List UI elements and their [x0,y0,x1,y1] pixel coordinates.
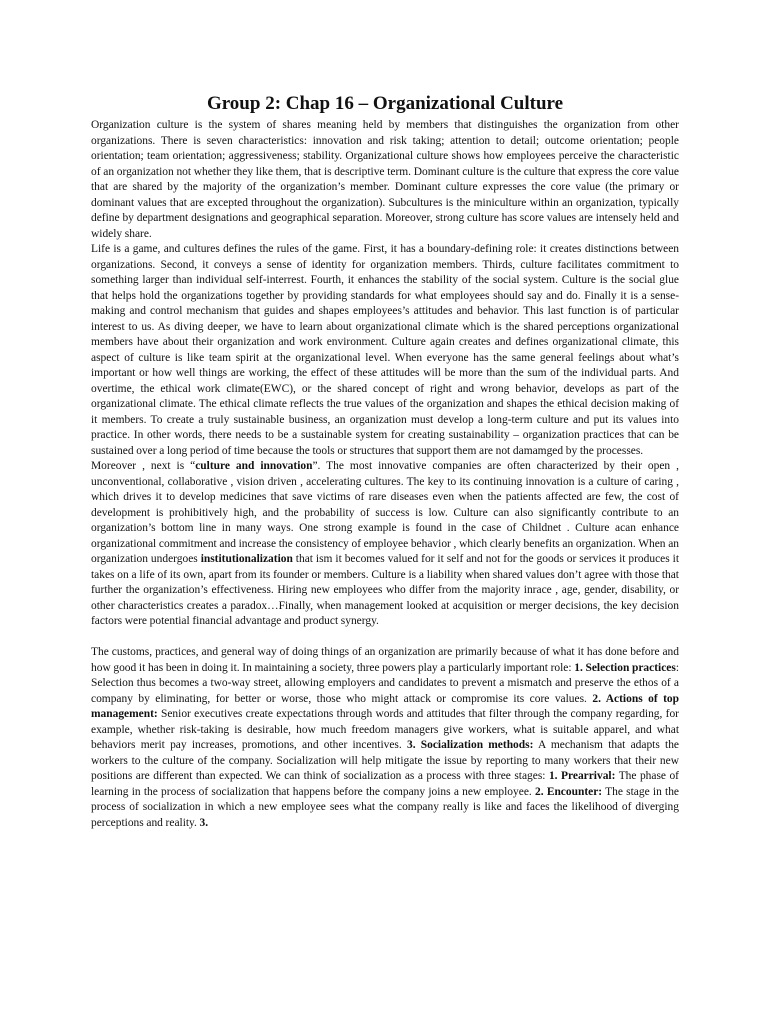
bold-term-top-management: 2. Actions of top management: [91,692,679,720]
bold-term-selection-practices: 1. Selection practices [574,661,676,674]
document-title: Group 2: Chap 16 – Organizational Culture [206,93,564,114]
text-run: : Selection thus becomes a two-way street, allowing employers and candidates to prevent a mismatch and preserve the ethos of a company by eliminating, for better or worse, those who might attack or compromise its core values. [91,661,679,705]
text-run: Senior executives create expectations through words and attitudes that filter through the company regarding, for example, whether risk-taking is desirable, how much freedom managers give workers, what is suitable apparel, and what behaviors merit pay increases, promotions, and other incentives. [91,708,679,751]
paragraph-culture-innovation [91,459,679,630]
bold-term-stage-3: 3. [199,816,209,829]
text-run: Moreover , next is “ [91,460,196,472]
paragraph-keeping-culture-alive [91,645,679,831]
bold-term-socialization-methods: 3. Socialization methods: [406,739,534,751]
paragraph-spacer [91,630,679,646]
text-run: The stage in the process of socialization in which a new employee sees what the company really is like and faces the likelihood of diverging perceptions and reality. [91,785,680,829]
bold-term-culture-innovation: culture and innovation [195,460,313,472]
text-run: The phase of learning in the process of socialization that happens before the company joins a new employee. [91,770,679,798]
text-run: The customs, practices, and general way of doing things of an organization are primarily because of what it has done before and how good it has been in doing it. In maintaining a society, three powers play a particularly important role: [91,646,679,674]
paragraph-culture-functions: Life is a game, and cultures defines the rules of the game. First, it has a boundary-defining role: it creates distinctions between organizations. Second, it conveys a sense of identity for organization members. Thirds, culture facilitates commitment to something larger than individual self-interrest. Fourth, it enhances the stability of the social system. Culture is the social glue that helps hold the organizations together by providing standards for what employees should say and do. Finally it is a sense-making and control mechanism that guides and shapes employees’s attitudes and behavior. This last function is of particular interest to us. As diving deeper, we have to learn about organizational climate which is the shared perceptions organizational members have about their organization and work environment. Culture again creates and defines organizational climate, this aspect of culture is like team spirit at the organizational level. When everyone has the same general feelings about what’s important or how well things are working, the effect of these attitudes will be more than the sum of the individual parts. And overtime, the ethical work climate(EWC), or the shared concept of right and wrong behavior, develops as part of the organizational climate. The ethical climate reflects the true values of the organization and shapes the ethical decision making of it members. To create a truly sustainable business, an organization must develop a long-term culture and put its values into practice. In other words, there needs to be a sustainable system for creating sustainability – organization practices that can be sustained over a long period of time because the tools or structures that support them are not damamged by the processes. [91,243,679,457]
text-run: A mechanism that adapts the workers to the culture of the company. Socialization will help mitigate the issue by reporting to many workers that their new positions are different than expected. We can think of socialization as a process with three stages: [91,739,680,782]
text-run: that ism it becomes valued for it self and not for the goods or services it produces it takes on a life of its own, apart from its founder or members. Culture is a liability when shared values don’t agree with those that further the organization’s effectiveness. Hiring new employees who differ from the majority inrace , age, gender, disability, or other characteristics creates a paradox…Finally, when management looked at acquisition or merger decisions, the key decision factors were potential financial advantage and product synergy. [91,553,679,627]
text-run: ”. The most innovative companies are often characterized by their open , unconventional, collaborative , vision driven , accelerating cultures. The key to its continuing innovation is a culture of caring , which drives it to develop medicines that save victims of rare diseases even when the patients affected are few, the cost of development is prohibitively high, and the probability of success is low. Culture can also significantly contribute to an organization’s bottom line in many ways. One strong example is found in the case of Childnet . Culture acan enhance organizational commitment and increase the consistency of employee behavior , which clearly benefits an organization. When an organization undergoes [91,460,679,565]
bold-term-encounter: 2. Encounter: [535,785,603,798]
bold-term-institutionalization: institutionalization [200,553,293,565]
bold-term-prearrival: 1. Prearrival: [548,770,616,782]
document-page [91,92,679,831]
paragraph-organization-culture: Organization culture is the system of shares meaning held by members that distinguishes the organization from other organizations. There is seven characteristics: innovation and risk taking; attention to detail; outcome orientation; people orientation; team orientation; aggressiveness; stability. Organizational culture shows how employees perceive the characteristic of an organization not whether they like them, that is descriptive term. Dominant culture is the culture that express the core value that are shared by the majority of the organization’s member. Dominant culture expresses the core value (the primary or dominant values that are excepted throughout the organization). Subcultures is the miniculture within an organization, typically define by department designations and geographical separation. Moreover, strong culture has score values are intensely held and widely share. [91,119,679,240]
